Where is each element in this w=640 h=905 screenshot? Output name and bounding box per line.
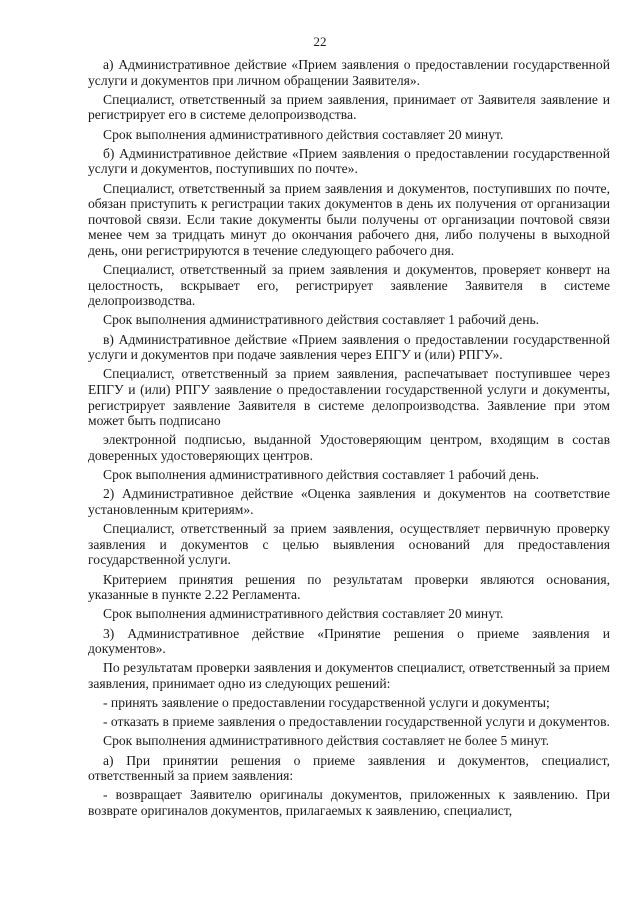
paragraph: 2) Административное действие «Оценка заявления и документов на соответствие установленным критериям».	[88, 486, 610, 517]
paragraph: Специалист, ответственный за прием заявления, принимает от Заявителя заявление и регистрирует его в системе делопроизводства.	[88, 91, 610, 123]
paragraph: б) Административное действие «Прием заявления о предоставлении государственной услуги и документов, поступивших по почте».	[88, 145, 610, 177]
paragraph: 3) Административное действие «Принятие решения о приеме заявления и документов».	[88, 625, 610, 657]
paragraph: а) При принятии решения о приеме заявления и документов, специалист, ответственный за прием заявления:	[88, 752, 610, 784]
paragraph: а) Административное действие «Прием заявления о предоставлении государственной услуги и документов при личном обращении Заявителя».	[88, 57, 610, 88]
paragraph: - отказать в приеме заявления о предоставлении государственной услуги и документов.	[103, 714, 610, 730]
paragraph: Срок выполнения административного действия составляет 20 минут.	[103, 126, 504, 142]
paragraph: Специалист, ответственный за прием заявления, осуществляет первичную проверку заявления и документов с целью выявления оснований для предоставления государственной услуги.	[88, 521, 610, 568]
page-number: 22	[313, 34, 327, 49]
paragraph: Специалист, ответственный за прием заявления и документов, поступивших по почте, обязан приступить к регистрации таких документов в день их получения от организации почтовой связи. Если такие документы были получены от организации почтовой связи менее чем за тридцать минут до окончания рабочего дня, либо получены в выходной день, они регистрируются в течение следующего рабочего дня.	[88, 180, 610, 258]
paragraph: электронной подписью, выданной Удостоверяющим центром, входящим в состав доверенных удостоверяющих центров.	[88, 432, 610, 463]
paragraph: Срок выполнения административного действия составляет 1 рабочий день.	[103, 312, 540, 328]
paragraph: Специалист, ответственный за прием заявления и документов, проверяет конверт на целостность, вскрывает его, регистрирует заявление Заявителя в системе делопроизводства.	[88, 262, 610, 309]
paragraph: Критерием принятия решения по результатам проверки являются основания, указанные в пункте 2.22 Регламента.	[88, 571, 610, 603]
paragraph: - возвращает Заявителю оригиналы документов, приложенных к заявлению. При возврате оригиналов документов, прилагаемых к заявлению, специалист,	[88, 787, 610, 818]
paragraph: Специалист, ответственный за прием заявления, распечатывает поступившее через ЕПГУ и (или) РПГУ заявление о предоставлении государственной услуги и документы, регистрирует заявление Заявителя в системе делопроизводства. Заявление при этом может быть подписано	[88, 366, 610, 429]
document-body	[88, 57, 610, 822]
paragraph: Срок выполнения административного действия составляет не более 5 минут.	[103, 733, 550, 749]
paragraph: в) Административное действие «Прием заявления о предоставлении государственной услуги и документов при подаче заявления через ЕПГУ и (или) РПГУ».	[88, 331, 610, 363]
paragraph: Срок выполнения административного действия составляет 1 рабочий день.	[103, 467, 540, 483]
paragraph: - принять заявление о предоставлении государственной услуги и документы;	[103, 695, 550, 711]
paragraph: По результатам проверки заявления и документов специалист, ответственный за прием заявления, принимает одно из следующих решений:	[88, 660, 610, 691]
paragraph: Срок выполнения административного действия составляет 20 минут.	[103, 606, 504, 622]
